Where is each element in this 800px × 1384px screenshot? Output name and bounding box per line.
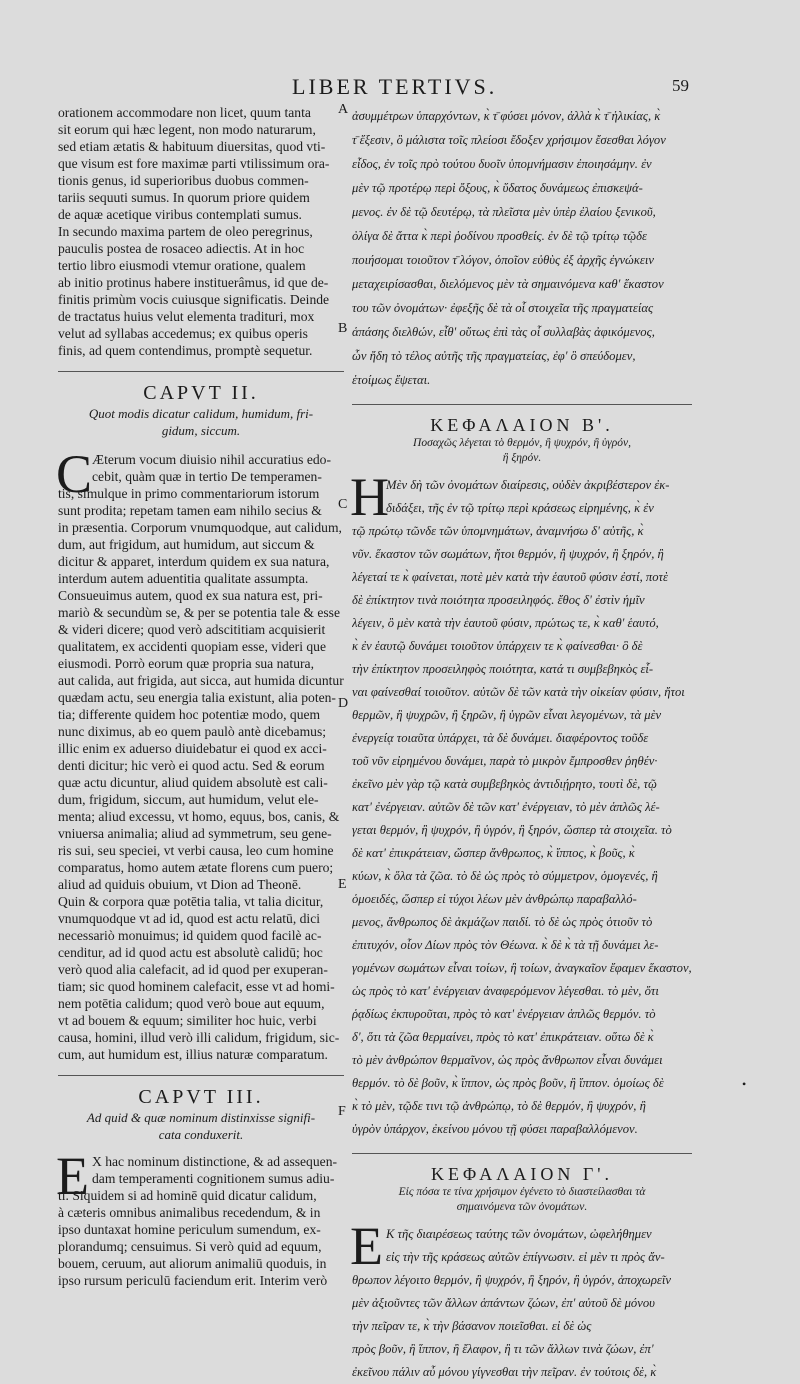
chapter-heading: ΚΕΦΑΛΑΙΟΝ Γ'. xyxy=(431,1164,613,1184)
text-line: Quin & corpora quæ potētia talia, vt talia dicitur, xyxy=(58,894,324,909)
text-line: τῷ πρώτῳ τῶνδε τῶν ὑπομνημάτων, ἀναμνήσω δ' αὐτῆς, κ̀ xyxy=(352,524,644,538)
text-line: εἰς τὴν τῆς κράσεως αὐτῶν ἐπίγνωσιν. εἰ μὲν τι πρὸς ἄν- xyxy=(386,1250,665,1264)
subtitle-line: Quot modis dicatur calidum, humidum, fri- xyxy=(88,406,314,421)
text-line: κ̀ ἐν ἑαυτῷ δυνάμει τοιοῦτον ὑπάρχειν τε κ̀ φαίνεσθαι· ὃ δὲ xyxy=(352,639,643,653)
text-line: causa, homini, illud verò illi calidum, frigidum, sic- xyxy=(58,1030,340,1045)
text-line: à cæteris omnibus animalibus recedendum, & in xyxy=(58,1205,321,1220)
text-line: ipso rursum periculū faciendum erit. Interim verò xyxy=(58,1273,328,1288)
subtitle-line: σημαινόμενα τῶν ὀνομάτων. xyxy=(456,1201,588,1213)
text-line: γομένων σωμάτων εἶναι τοίων, ἢ τοίων, ἀναγκαῖον ἔφαμεν ἕκαστον, xyxy=(352,961,692,975)
text-line: ναι φαίνεσθαί τοιοῦτον. αὐτῶν δὲ τῶν κατὰ τὴν οἰκείαν φύσιν, ἤτοι xyxy=(352,685,685,699)
text-line: de tractatus huius velut elementa tradituri, mox xyxy=(58,309,315,324)
text-line: sit eorum qui hæc legent, non modo naturarum, xyxy=(58,122,316,137)
text-line: διδάξει, τῆς ἐν τῷ τρίτῳ περὶ κράσεως εἰρημένης, κ̀ ἐν xyxy=(386,501,654,515)
text-line: vnumquodque vt ad id, quod est actu relatū, dici xyxy=(58,911,320,926)
text-line: ἐνεργείᾳ τοιαῦτα ὑπάρχει, τὰ δὲ δυνάμει. διαφέροντος τοῦδε xyxy=(352,731,649,745)
text-line: πρὸς βοῦν, ἢ ἵππον, ἢ ἔλαφον, ἢ τι τῶν ἄλλων τινὰ ζώων, ἐπ' xyxy=(352,1342,654,1356)
text-line: ἀσυμμέτρων ὑπαρχόντων, κ̀ τ̄ φύσει μόνον, ἀλλὰ κ̀ τ̄ ἡλικίας, κ̀ xyxy=(352,109,661,123)
text-line: comparatus, homo autem ætate florens cum puero; xyxy=(58,860,334,875)
chapter-body xyxy=(56,444,344,1063)
section-divider xyxy=(58,371,344,372)
text-line: nunc diximus, ab eo quem paulò antè dicebamus; xyxy=(58,724,327,739)
text-line: ὡς πρὸς τὸ κατ' ἐνέργειαν ἀναφερόμενον λέγεσθαι. τὸ μὲν, ὅτι xyxy=(352,984,659,998)
text-line: Μὲν δὴ τῶν ὀνομάτων διαίρεσις, οὐδὲν ἀκριβέστερον ἐκ- xyxy=(386,478,670,492)
margin-letter-c: C xyxy=(338,497,348,512)
text-line: μεταχειρίσασθαι, διελόμενος μὲν τὰ σημαινόμενα καθ' ἕκαστον xyxy=(352,277,664,291)
subtitle-line: Ποσαχῶς λέγεται τὸ θερμόν, ἢ ψυχρόν, ἢ ὑγρόν, xyxy=(413,437,631,449)
text-line: tariis sequuti sumus. In quorum priore quidem xyxy=(58,190,310,205)
chapter-body xyxy=(350,1216,692,1384)
drop-cap: E xyxy=(56,1146,89,1206)
text-line: ris sui, seu speciei, vt verbi causa, leo cum homine xyxy=(58,843,334,858)
text-line: tiam; sic quod hominem calefacit, esse vt ad homi- xyxy=(58,979,335,994)
text-line: δὲ κατ' ἐπικράτειαν, ὥσπερ ἄνθρωπος, κ̀ ἵππος, κ̀ βοῦς, κ̀ xyxy=(352,846,635,860)
text-line: quæ actu dicuntur, aliud quidem absolutè est cali- xyxy=(58,775,328,790)
text-line: κ̀ τὸ μὲν, τῷδε τινι τῷ ἀνθρώπῳ, τὸ δὲ θερμόν, ἢ ψυχρόν, ἢ xyxy=(352,1099,646,1113)
section-divider xyxy=(352,1153,692,1154)
text-line: τὴν πεῖραν τε, κ̀ τὴν βάσανον ποιεῖσθαι. εἰ δὲ ὡς xyxy=(352,1319,592,1333)
text-line: τοῦ νῦν εἰρημένου δυνάμει, παρὰ τὸ μικρὸν ἔμπροσθεν ῥηθέν· xyxy=(352,754,658,768)
text-line: sed etiam ætatis & habituum diuersitas, quod vti- xyxy=(58,139,326,154)
text-line: dum, frigidum, siccum, aut humidum, velut ele- xyxy=(58,792,319,807)
text-line: vt ad bouem & equum; similiter hoc huic, verbi xyxy=(58,1013,317,1028)
chapter-heading: ΚΕΦΑΛΑΙΟΝ Β'. xyxy=(430,415,614,435)
text-line: ἐπιτυχόν, οἷον Δίων πρὸς τὸν Θέωνα. κ̀ δὲ κ̀ τὰ τῇ δυνάμει λε- xyxy=(352,938,659,952)
text-line: νῦν. ἕκαστον τῶν σωμάτων, ἤτοι θερμόν, ἢ ψυχρόν, ἢ ξηρόν, ἢ xyxy=(352,547,664,561)
text-line: sunt prodita; repetam tamen eam nihilo secius & xyxy=(58,503,322,518)
section-divider xyxy=(58,1075,344,1076)
text-line: ὁμοειδές, ὥσπερ εἰ τύχοι λέων μὲν ἀνθρώπῳ παραβαλλό- xyxy=(352,892,637,906)
text-line: vniuersa animalia; aliud ad symmetrum, seu gene- xyxy=(58,826,332,841)
text-line: necessariò monuimus; id quidem quod facilè ac- xyxy=(58,928,322,943)
text-line: ἑτοίμως ἕψεται. xyxy=(352,373,431,387)
text-line: δὲ ἐπίκτητον τινὰ ποιότητα προσειληφός. ἔθος δ' ἐστὶν ἡμῖν xyxy=(352,593,645,607)
text-line: ἐκεῖνου πάλιν αὖ μόνου γίγνεσθαι τὴν πεῖραν. ἐν τούτοις δὲ, κ̀ xyxy=(352,1365,657,1379)
text-line: mariò & secundùm se, & per se potentia tale & esse xyxy=(58,605,340,620)
latin-intro xyxy=(58,104,344,359)
margin-letter-e: E xyxy=(338,877,347,892)
latin-column xyxy=(58,104,344,1289)
text-line: que visum est fore maximæ parti vtilissimum ora- xyxy=(58,156,330,171)
text-line: denti dicitur; hic verò ei quod actu. Sed & eorum xyxy=(58,758,325,773)
text-line: cebit, quàm quæ in tertio De temperamen- xyxy=(92,469,322,484)
text-line: γεται θερμόν, ἢ ψυχρόν, ἢ ὑγρόν, ἢ ξηρόν, ὥσπερ τὰ στοιχεῖα. τὸ xyxy=(352,823,672,837)
text-line: ἐκεῖνο μὲν γὰρ τῷ κατὰ συμβεβηκὸς ἀντιδιῄρητο, τουτὶ δὲ, τῷ xyxy=(352,777,657,791)
greek-column xyxy=(352,104,692,1384)
text-line: velut ad syllabas accedemus; ex quibus operis xyxy=(58,326,308,341)
margin-letter-a: A xyxy=(338,102,349,117)
text-line: plorandumq; censuimus. Si verò quid ad equum, xyxy=(58,1239,322,1254)
text-line: eiusmodi. Porrò eorum quæ propria sua natura, xyxy=(58,656,314,671)
text-line: aliud ad quiduis obuium, vt Dion ad Theonē. xyxy=(58,877,302,892)
text-line: δ', ὅτι τὰ ζῶα θερμαίνει, πρὸς τὸ κατ' ἐπικράτειαν. οὕτω δὲ κ̀ xyxy=(352,1030,654,1044)
subtitle-line: cata conduxerit. xyxy=(158,1127,244,1142)
text-line: θρωπον λέγοιτο θερμόν, ἢ ψυχρόν, ἢ ξηρόν, ἢ ὑγρόν, ἀποχωρεῖν xyxy=(352,1273,671,1287)
text-line: μὲν τῷ προτέρῳ περὶ ὄξους, κ̀ ὕδατος δυνάμεως ἐπισκεψά- xyxy=(352,181,643,195)
text-line: μὲν ἀξιοῦντες τῶν ἄλλων ἁπάντων ζώων, ἐπ' αὐτοῦ δὲ μόνου xyxy=(352,1296,655,1310)
chapter-body xyxy=(350,467,692,1141)
chapter-body xyxy=(56,1146,344,1289)
text-line: ὧν ἤδη τὸ τέλος αὐτῆς τῆς πραγματείας, ἐφ' ὃ σπεύδομεν, xyxy=(352,349,636,363)
text-line: & videri dicere; quod verò adscititiam acquisierit xyxy=(58,622,326,637)
text-line: ab initio protinus habere instituerâmus, id que de- xyxy=(58,275,329,290)
text-line: pauculis postea de rosaceo adiectis. At in hoc xyxy=(58,241,305,256)
text-line: ti. Siquidem si ad hominē quid dicatur calidum, xyxy=(58,1188,317,1203)
text-line: tis, simulque in primo commentariorum istorum xyxy=(58,486,320,501)
text-line: dam temperamenti cognitionem sumus adiu- xyxy=(92,1171,335,1186)
text-line: cenditur, ad id quod actu est absolutè calidū; hoc xyxy=(58,945,323,960)
text-line: τὴν ἐπίκτητον προσειληφὸς ποιότητα, κατά τι συμβεβηκὸς εἶ- xyxy=(352,662,654,676)
text-line: κατ' ἐνέργειαν. αὐτῶν δὲ τῶν κατ' ἐνέργειαν, τὸ μὲν ἁπλῶς λέ- xyxy=(352,800,660,814)
drop-cap: Η xyxy=(350,467,389,527)
text-line: verò quod alia calefacit, ad id quod per exuperan- xyxy=(58,962,328,977)
text-line: in præsentia. Corporum vnumquodque, aut calidum, xyxy=(58,520,342,535)
text-line: ἁπάσης διελθών, εἶθ' οὕτως ἐπὶ τὰς οἷ συλλαβὰς ἀφικόμενος, xyxy=(352,325,655,339)
text-line: X hac nominum distinctione, & ad assequen- xyxy=(92,1154,338,1169)
chapter-heading: CAPVT II. xyxy=(143,382,259,404)
running-title: LIBER TERTIVS. xyxy=(292,74,498,99)
text-line: ipso duntaxat homine periculum sumendum, ex- xyxy=(58,1222,321,1237)
subtitle-line: ἢ ξηρόν. xyxy=(502,452,542,464)
subtitle-line: Εἰς πόσα τε τίνα χρήσιμον ἐγένετο τὸ διαστείλασθαι τὰ xyxy=(398,1186,646,1198)
text-line: μενος. ἐν δὲ τῷ δευτέρῳ, τὰ πλεῖστα μὲν ὑπὲρ ἐλαίου ξενικοῦ, xyxy=(352,205,656,219)
text-line: quædam actu, seu energia talia existunt, alia poten- xyxy=(58,690,336,705)
text-line: θερμῶν, ἢ ψυχρῶν, ἢ ξηρῶν, ἢ ὑγρῶν εἶναι λεγομένων, τὰ μὲν xyxy=(352,708,662,722)
text-line: tionis genus, id superioribus duobus commen- xyxy=(58,173,309,188)
text-line: tia; differente quidem hoc potentiæ modo, quem xyxy=(58,707,321,722)
text-line: τὸ μὲν ἀνθρώπον θερμαῖνον, ὡς πρὸς ἄνθρωπον εἶναι δυνάμει xyxy=(352,1053,663,1067)
text-line: ὑγρὸν ὑπάρχον, ἐκείνου μόνου τῇ φύσει παραβαλλόμενον. xyxy=(352,1122,638,1136)
text-line: tertio libro eiusmodi vtemur oratione, qualem xyxy=(58,258,306,273)
margin-letter-f: F xyxy=(338,1104,346,1119)
text-line: Æterum vocum diuisio nihil accuratius edo- xyxy=(92,452,331,467)
section-divider xyxy=(352,404,692,405)
drop-cap: C xyxy=(56,444,93,504)
subtitle-line: gidum, siccum. xyxy=(161,423,241,438)
text-line: dum, aut frigidum, aut humidum, aut siccum & xyxy=(58,537,315,552)
text-line: de aquæ acetique viribus contemplati sumus. xyxy=(58,207,302,222)
text-line: dicitur & apparet, interdum quidem ex sua natura, xyxy=(58,554,330,569)
margin-letter-b: B xyxy=(338,321,348,336)
text-line: ῥᾳδίως ἐκπυροῦται, πρὸς τὸ κατ' ἐνέργειαν ἁπλῶς θερμόν. τὸ xyxy=(352,1007,656,1021)
text-line: qualitatem, ex accidenti quopiam esse, videri que xyxy=(58,639,327,654)
text-line: λέγειν, ὃ μὲν κατὰ τὴν ἑαυτοῦ φύσιν, πρώτως τε, κ̀ καθ' ἑαυτό, xyxy=(352,616,659,630)
text-line: Consueuimus autem, quod ex sua natura est, pri- xyxy=(58,588,323,603)
text-line: cum, aut humidum est, illius naturæ comparatum. xyxy=(58,1047,328,1062)
text-line: menta; aliud excessu, vt homo, equus, bos, canis, & xyxy=(58,809,340,824)
text-line: nem potētia calidum; quod verò boue aut equum, xyxy=(58,996,325,1011)
text-line: ποιήσομαι τοιοῦτον τ̄ λόγον, ὁποῖον εὐθὺς ἐξ ἀρχῆς ἐγνώκειν xyxy=(352,253,654,267)
running-head xyxy=(0,74,800,104)
text-line: θερμόν. τὸ δὲ βοῦν, κ̀ ἵππον, ὡς πρὸς βοῦν, ἢ ἵππον. ὁμοίως δὲ xyxy=(352,1076,664,1090)
ink-mark: • xyxy=(742,1077,747,1091)
text-line: orationem accommodare non licet, quum tanta xyxy=(58,105,311,120)
chapter-subtitle xyxy=(58,1109,344,1143)
text-line: μενος, ἄνθρωπος δὲ ἀκμάζων παιδί. τὸ δὲ ὡς πρὸς ὁτιοῦν τὸ xyxy=(352,915,653,929)
chapter-subtitle xyxy=(58,405,344,439)
text-line: finitis primùm vocis cuiusque significatis. Deinde xyxy=(58,292,330,307)
text-line: Κ τῆς διαιρέσεως ταύτης τῶν ὀνομάτων, ὠφελήθημεν xyxy=(386,1227,652,1241)
text-line: λέγεταί τε κ̀ φαίνεται, ποτὲ μὲν κατὰ τὴν ἑαυτοῦ φύσιν ἐστί, ποτὲ xyxy=(352,570,668,584)
chapter-subtitle xyxy=(352,1185,692,1215)
text-line: In secundo maxima partem de oleo peregrinus, xyxy=(58,224,313,239)
chapter-subtitle xyxy=(352,436,692,466)
greek-intro xyxy=(352,104,692,392)
page-number: 59 xyxy=(672,76,689,95)
margin-letter-d: D xyxy=(338,696,349,711)
text-line: interdum autem aduentitia qualitate assumpta. xyxy=(58,571,309,586)
text-line: bouem, ceruum, aut aliorum animaliū quoduis, in xyxy=(58,1256,327,1271)
drop-cap: Ε xyxy=(350,1216,383,1276)
text-line: τ̄ ἕξεσιν, ὃ μάλιστα τοῖς πλείοσι ἔδοξεν χρήσιμον ἔσεσθαι λόγον xyxy=(352,133,666,147)
text-line: aut calida, aut frigida, aut sicca, aut humida dicuntur xyxy=(58,673,344,688)
text-line: finis, ad quem contendimus, promptè sequetur. xyxy=(58,343,313,358)
text-line: illic enim ex aduerso diuidebatur ei quod ex acci- xyxy=(58,741,327,756)
text-line: του τῶν ὀνομάτων· ἐφεξῆς δὲ τὰ οἷ στοιχεῖα τῆς πραγματείας xyxy=(352,301,654,315)
chapter-heading: CAPVT III. xyxy=(138,1086,264,1108)
text-line: εἶδος, ἐν τοῖς πρὸ τούτου δυοῖν ὑπομνήμασιν ἐποιησάμην. ἐν xyxy=(352,157,652,171)
subtitle-line: Ad quid & quæ nominum distinxisse signifi- xyxy=(86,1110,316,1125)
text-line: κύων, κ̀ ὅλα τὰ ζῶα. τὸ δὲ ὡς πρὸς τὸ σύμμετρον, ὁμογενές, ἢ xyxy=(352,869,658,883)
text-line: ὀλίγα δὲ ἄττα κ̀ περὶ ῥοδίνου προσθείς. ἐν δὲ τῷ τρίτῳ τῷδε xyxy=(352,229,647,243)
